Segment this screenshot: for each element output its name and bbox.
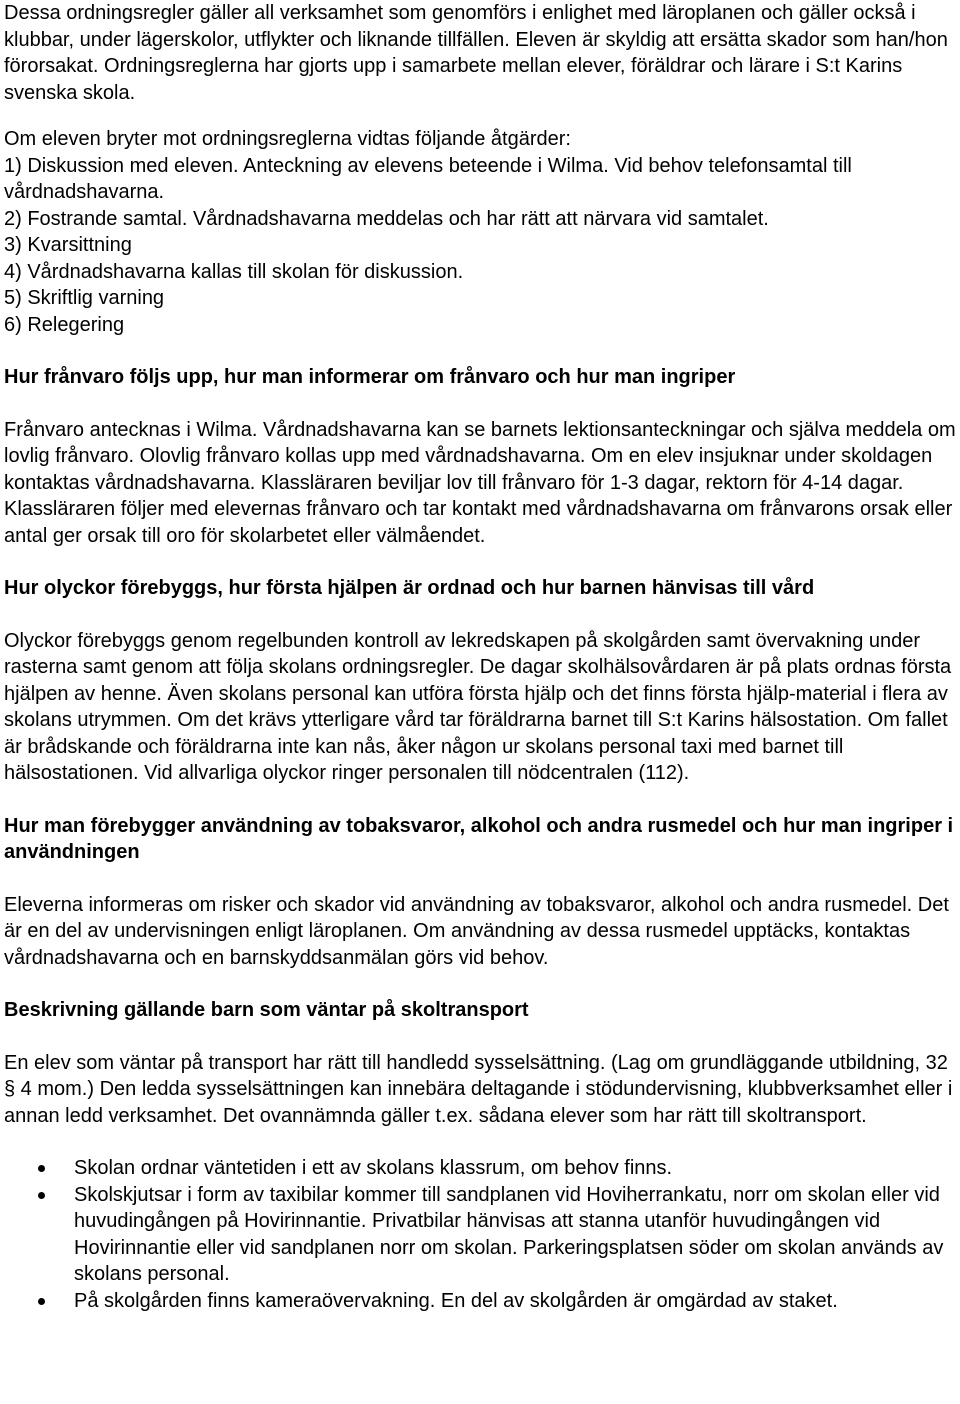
spacer [4, 866, 956, 892]
list-item [4, 1155, 956, 1182]
section-body-substances: Eleverna informeras om risker och skador vid användning av tobaksvaror, alkohol och andra rusmedel. Det är en del av undervisningen enligt läroplanen. Om användning av dessa rusmedel upptäcks, kontaktas vårdnadshavarna och en barnskyddsanmälan görs vid behov. [4, 893, 949, 969]
measures-block [4, 126, 956, 338]
section-body-transport: En elev som väntar på transport har rätt till handledd sysselsättning. (Lag om grundläggande utbildning, 32 § 4 mom.) Den ledda sysselsättningen kan innebära deltagande i stödundervisning, klubbverksamhet eller i annan ledd verksamhet. Det ovannämnda gäller t.ex. sådana elever som har rätt till skoltransport. [4, 1051, 953, 1127]
list-item-text: Skolan ordnar väntetiden i ett av skolans klassrum, om behov finns. [74, 1157, 673, 1179]
section-body-absence: Frånvaro antecknas i Wilma. Vårdnadshavarna kan se barnets lektionsanteckningar och själva meddela om lovlig frånvaro. Olovlig frånvaro kollas upp med vårdnadshavarna. Om en elev insjuknar under skoldagen kontaktas vårdnadshavarna. Klassläraren beviljar lov till frånvaro för 1-3 dagar, rektorn för 4-14 dagar. Klassläraren följer med elevernas frånvaro och tar kontakt med vårdnadshavarna om frånvarons orsak eller antal ger orsak till oro för skolarbetet eller välmåendet. [4, 418, 956, 547]
measure-item: 2) Fostrande samtal. Vårdnadshavarna meddelas och har rätt att närvara vid samtalet. [4, 207, 769, 230]
section-heading-transport: Beskrivning gällande barn som väntar på skoltransport [4, 999, 529, 1021]
spacer [4, 787, 956, 813]
bullet-icon [38, 1165, 45, 1172]
transport-bullet-list [4, 1155, 956, 1314]
list-item [4, 1288, 956, 1315]
section-body-accidents: Olyckor förebyggs genom regelbunden kontroll av lekredskapen på skolgården samt övervakning under rasterna samt genom att följa skolans ordningsregler. De dagar skolhälsovårdaren är på plats ordnas första hjälpen av henne. Även skolans personal kan utföra första hjälp och det finns första hjälp-material i flera av skolans utrymmen. Om det krävs ytterligare vård tar föräldrarna barnet till S:t Karins hälsostation. Om fallet är brådskande och föräldrarna inte kan nås, åker någon ur skolans personal taxi med barnet till hälsostationen. Vid allvarliga olyckor ringer personalen till nödcentralen (112). [4, 629, 952, 784]
spacer [4, 1129, 956, 1155]
measure-item: 4) Vårdnadshavarna kallas till skolan för diskussion. [4, 260, 464, 283]
spacer [4, 1024, 956, 1050]
bullet-icon [38, 1298, 45, 1305]
spacer [4, 971, 956, 997]
intro-paragraph: Dessa ordningsregler gäller all verksamhet som genomförs i enlighet med läroplanen och gäller också i klubbar, under lägerskolor, utflykter och liknande tillfällen. Eleven är skyldig att ersätta skador som han/hon förorsakat. Ordningsreglerna har gjorts upp i samarbete mellan elever, föräldrar och lärare i S:t Karins svenska skola. [4, 2, 948, 104]
spacer [4, 602, 956, 628]
list-item-text: Skolskjutsar i form av taxibilar kommer till sandplanen vid Hoviherrankatu, norr om skolan eller vid huvudingången på Hovirinnantie. Privatbilar hänvisas att stanna utanför huvudingången vid Hovirinnantie eller vid sandplanen norr om skolan. Parkeringsplatsen söder om skolan används av skolans personal. [74, 1183, 944, 1285]
measure-item: 6) Relegering [4, 313, 125, 336]
bullet-icon [38, 1192, 45, 1199]
document-page [4, 0, 956, 1314]
spacer [4, 549, 956, 575]
spacer [4, 391, 956, 417]
section-heading-accidents: Hur olyckor förebyggs, hur första hjälpen är ordnad och hur barnen hänvisas till vård [4, 577, 815, 599]
section-heading-substances: Hur man förebygger användning av tobaksvaror, alkohol och andra rusmedel och hur man ingriper i användningen [4, 814, 954, 863]
spacer [4, 106, 956, 126]
measure-item: 5) Skriftlig varning [4, 287, 165, 309]
section-heading-absence: Hur frånvaro följs upp, hur man informerar om frånvaro och hur man ingriper [4, 366, 736, 388]
list-item-text: På skolgården finns kameraövervakning. En del av skolgården är omgärdad av staket. [74, 1289, 838, 1312]
list-item [4, 1182, 956, 1288]
measures-lead: Om eleven bryter mot ordningsreglerna vidtas följande åtgärder: [4, 128, 571, 150]
spacer [4, 338, 956, 364]
measure-item: 3) Kvarsittning [4, 234, 132, 256]
measure-item: 1) Diskussion med eleven. Anteckning av elevens beteende i Wilma. Vid behov telefonsamtal till vårdnadshavarna. [4, 154, 852, 203]
